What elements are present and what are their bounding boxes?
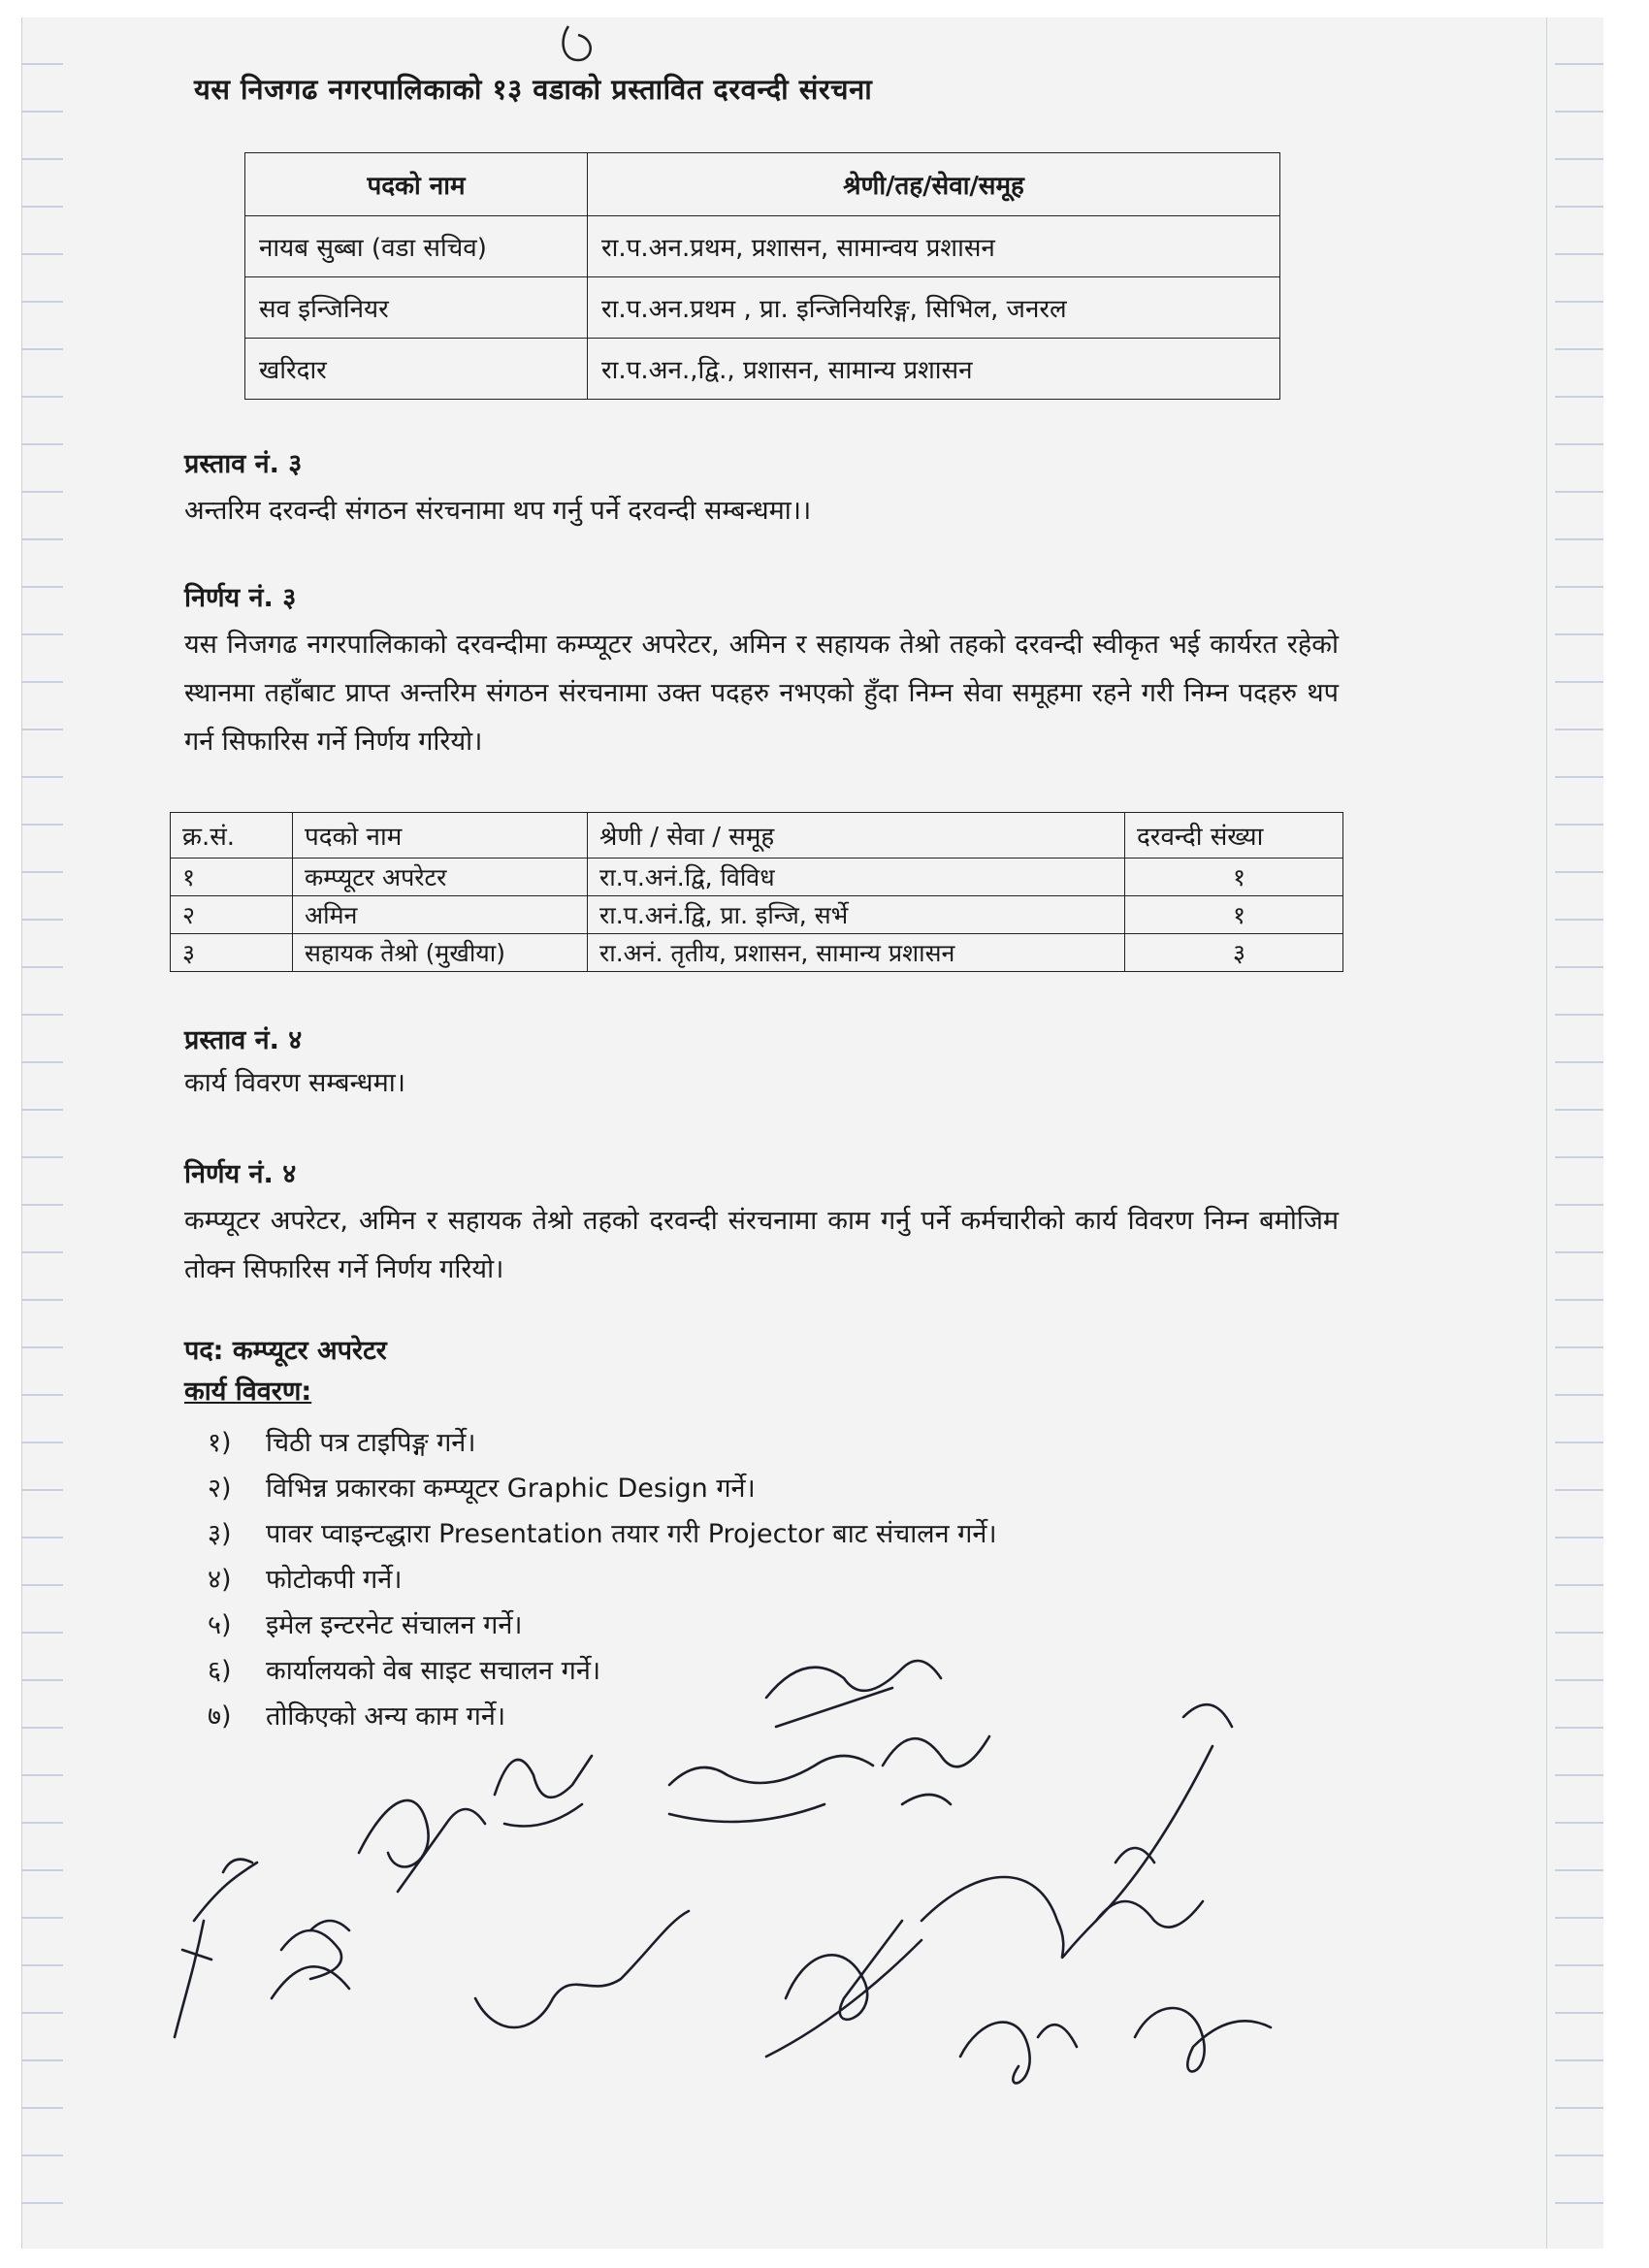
column-header: श्रेणी / सेवा / समूह bbox=[588, 813, 1125, 859]
signatures-area bbox=[165, 1630, 1310, 2134]
decision-3-text: यस निजगढ नगरपालिकाको दरवन्दीमा कम्प्यूटर अपरेटर, अमिन र सहायक तेश्रो तहको दरवन्दी स्वीकृत भई कार्यरत रहेको स्थानमा तहाँबाट प्राप्त अन्तरिम संगठन संरचनामा उक्त पदहरु नभएको हुँदा निम्न सेवा समूहमा रहने गरी निम्न पदहरु थप गर्न सिफारिस गर्ने निर्णय गरियो। bbox=[184, 630, 1339, 757]
table-cell: १ bbox=[1125, 896, 1343, 934]
table-row bbox=[171, 896, 1343, 934]
signature-2 bbox=[272, 1921, 349, 1998]
table-cell: नायब सुब्बा (वडा सचिव) bbox=[245, 216, 588, 277]
list-number: ५) bbox=[208, 1610, 232, 1640]
signature-6 bbox=[669, 1756, 873, 1822]
list-number: १) bbox=[208, 1428, 232, 1458]
post-title: पद: कम्प्यूटर अपरेटर bbox=[184, 1336, 387, 1366]
signature-9 bbox=[766, 1921, 922, 2057]
list-text: विभिन्न प्रकारका कम्प्यूटर Graphic Design गर्ने। bbox=[266, 1474, 756, 1504]
table-cell: रा.प.अन.,द्वि., प्रशासन, सामान्य प्रशासन bbox=[588, 339, 1280, 400]
table-cell: सहायक तेश्रो (मुखीया) bbox=[293, 934, 588, 972]
proposal-4-text: कार्य विवरण सम्बन्धमा। bbox=[184, 1068, 406, 1098]
additional-posts-table bbox=[170, 812, 1343, 972]
table-cell: २ bbox=[171, 896, 293, 934]
signature-4 bbox=[495, 1756, 592, 1827]
list-number: ३) bbox=[208, 1519, 232, 1549]
list-text: तोकिएको अन्य काम गर्ने। bbox=[266, 1701, 506, 1732]
table-row bbox=[245, 339, 1280, 400]
table-cell: सव इन्जिनियर bbox=[245, 277, 588, 339]
table-cell: खरिदार bbox=[245, 339, 588, 400]
column-header: श्रेणी/तह/सेवा/समूह bbox=[588, 153, 1280, 216]
list-text: फोटोकपी गर्ने। bbox=[266, 1565, 403, 1595]
table-cell: रा.अनं. तृतीय, प्रशासन, सामान्य प्रशासन bbox=[588, 934, 1125, 972]
list-text: पावर प्वाइन्टद्धारा Presentation तयार गरी Projector बाट संचालन गर्ने। bbox=[266, 1519, 997, 1549]
table-header-row bbox=[245, 153, 1280, 216]
table-cell: रा.प.अनं.द्वि, प्रा. इन्जि, सर्भे bbox=[588, 896, 1125, 934]
table-cell: कम्प्यूटर अपरेटर bbox=[293, 859, 588, 896]
column-header: पदको नाम bbox=[245, 153, 588, 216]
signature-3 bbox=[359, 1800, 485, 1892]
table-row bbox=[245, 216, 1280, 277]
decision-3-title: निर्णय नं. ३ bbox=[184, 583, 297, 613]
list-item bbox=[208, 1511, 997, 1557]
table-cell: रा.प.अन.प्रथम, प्रशासन, सामान्वय प्रशासन bbox=[588, 216, 1280, 277]
list-text: इमेल इन्टरनेट संचालन गर्ने। bbox=[266, 1610, 523, 1640]
table-row bbox=[245, 277, 1280, 339]
duties-label: कार्य विवरण: bbox=[184, 1377, 312, 1407]
column-header: दरवन्दी संख्या bbox=[1125, 813, 1343, 859]
list-text: कार्यालयको वेब साइट सचालन गर्ने। bbox=[266, 1656, 601, 1686]
column-header: क्र.सं. bbox=[171, 813, 293, 859]
signature-12 bbox=[960, 2023, 1077, 2084]
page-number-scribble bbox=[549, 21, 607, 70]
signature-13 bbox=[1135, 2008, 1271, 2071]
signature-1 bbox=[175, 1860, 257, 2037]
decision-4-text: कम्प्यूटर अपरेटर, अमिन र सहायक तेश्रो तहको दरवन्दी संरचनामा काम गर्नु पर्ने कर्मचारीको कार्य विवरण निम्न बमोजिम तोक्न सिफारिस गर्ने निर्णय गरियो। bbox=[184, 1206, 1339, 1284]
decision-4-title: निर्णय नं. ४ bbox=[184, 1159, 297, 1189]
ward-staffing-table bbox=[244, 152, 1280, 400]
signature-11 bbox=[1096, 1848, 1203, 1928]
list-text: चिठी पत्र टाइपिङ्ग गर्ने। bbox=[266, 1428, 476, 1458]
table-cell: ३ bbox=[1125, 934, 1343, 972]
table-cell: रा.प.अनं.द्वि, विविध bbox=[588, 859, 1125, 896]
list-number: २) bbox=[208, 1474, 232, 1504]
list-number: ६) bbox=[208, 1656, 232, 1686]
proposal-3-text: अन्तरिम दरवन्दी संगठन संरचनामा थप गर्नु पर्ने दरवन्दी सम्बन्धमा।। bbox=[184, 496, 812, 526]
column-header: पदको नाम bbox=[293, 813, 588, 859]
table-row bbox=[171, 859, 1343, 896]
list-number: ४) bbox=[208, 1565, 232, 1595]
table-cell: ३ bbox=[171, 934, 293, 972]
list-item bbox=[208, 1420, 997, 1466]
proposal-4-title: प्रस्ताव नं. ४ bbox=[184, 1025, 303, 1055]
list-number: ७) bbox=[208, 1701, 232, 1732]
list-item bbox=[208, 1466, 997, 1511]
table-cell: १ bbox=[1125, 859, 1343, 896]
signature-8 bbox=[883, 1736, 989, 1804]
table-row bbox=[171, 934, 1343, 972]
table-cell: १ bbox=[171, 859, 293, 896]
signature-5 bbox=[475, 1911, 689, 2027]
table-cell: अमिन bbox=[293, 896, 588, 934]
list-item bbox=[208, 1557, 997, 1603]
table-cell: रा.प.अन.प्रथम , प्रा. इन्जिनियरिङ्ग, सिभिल, जनरल bbox=[588, 277, 1280, 339]
proposal-3-title: प्रस्ताव नं. ३ bbox=[184, 449, 303, 479]
table-header-row bbox=[171, 813, 1343, 859]
page-heading: यस निजगढ नगरपालिकाको १३ वडाको प्रस्तावित दरवन्दी संरचना bbox=[194, 73, 873, 106]
signature-7 bbox=[766, 1661, 941, 1727]
